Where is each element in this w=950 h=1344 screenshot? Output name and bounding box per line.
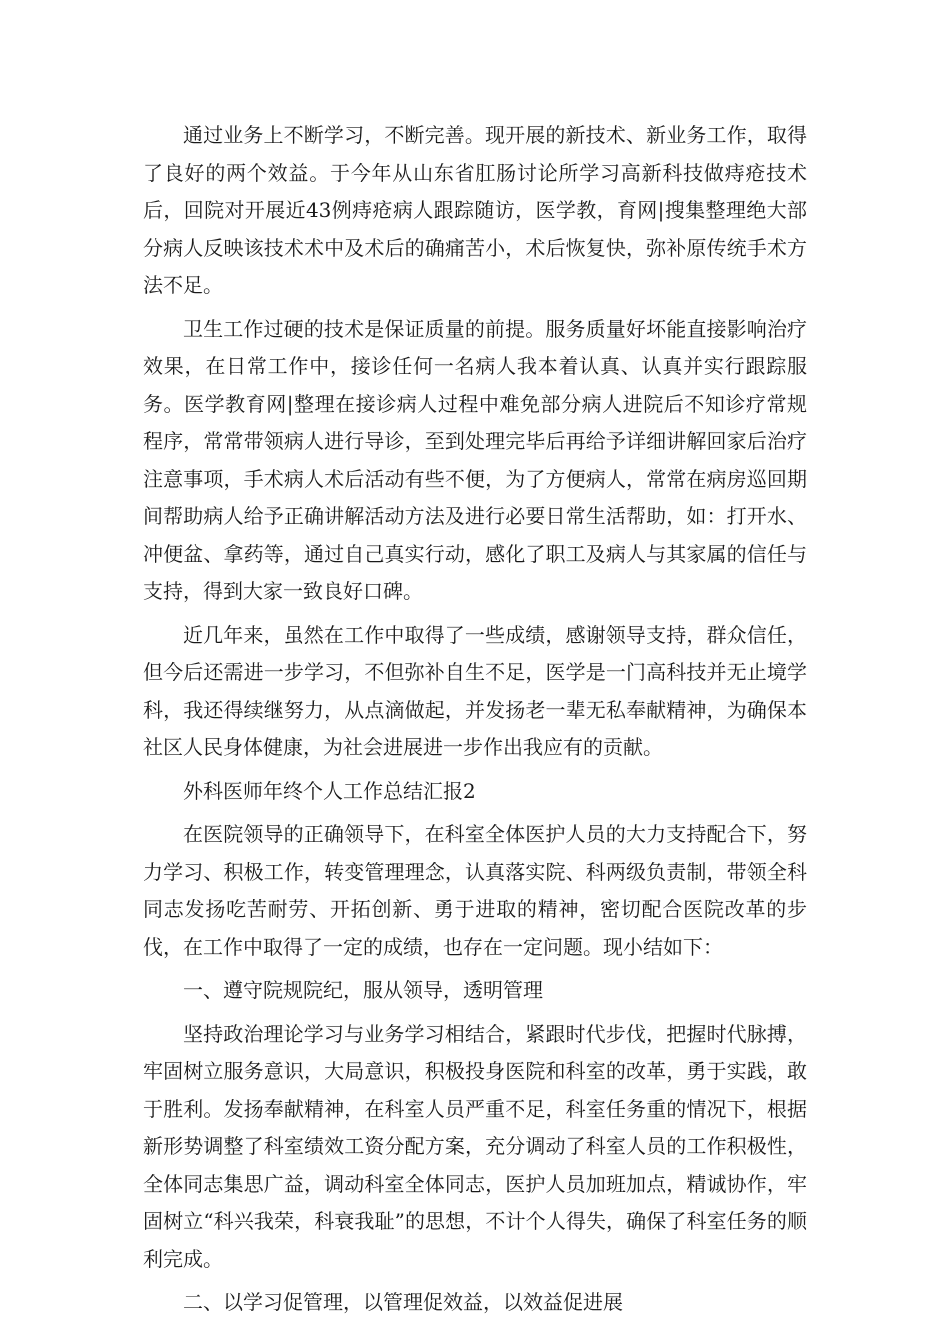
document-body xyxy=(143,117,807,1328)
paragraph-technique: 通过业务上不断学习，不断完善。现开展的新技术、新业务工作，取得了良好的两个效益。于今年从山东省肛肠讨论所学习高新科技做痔疮技术后，回院对开展近43例痔疮病人跟踪随访，医学教，育网|搜集整理绝大部分病人反映该技术术中及术后的确痛苦小，术后恢复快，弥补原传统手术方法不足。 xyxy=(143,123,807,297)
paragraph-service-quality: 卫生工作过硬的技术是保证质量的前提。服务质量好坏能直接影响治疗效果，在日常工作中，接诊任何一名病人我本着认真、认真并实行跟踪服务。医学教育网|整理在接诊病人过程中难免部分病人进院后不知诊疗常规程序，常常带领病人进行导诊，至到处理完毕后再给予详细讲解回家后治疗注意事项，手术病人术后活动有些不便，为了方便病人，常常在病房巡回期间帮助病人给予正确讲解活动方法及进行必要日常生活帮助，如：打开水、冲便盆、拿药等，通过自己真实行动，感化了职工及病人与其家属的信任与支持，得到大家一致良好口碑。 xyxy=(143,316,807,603)
heading-one: 一、遵守院规院纪，服从领导，透明管理 xyxy=(183,978,543,1002)
section-title: 外科医师年终个人工作总结汇报2 xyxy=(183,778,476,803)
heading-two: 二、以学习促管理，以管理促效益，以效益促进展 xyxy=(183,1290,623,1314)
paragraph-summary: 近几年来，虽然在工作中取得了一些成绩，感谢领导支持，群众信任，但今后还需进一步学习，不但弥补自生不足，医学是一门高科技并无止境学科，我还得续继努力，从点滴做起，并发扬老一辈无私奉献精神，为确保本社区人民身体健康，为社会进展进一步作出我应有的贡献。 xyxy=(143,622,807,759)
paragraph-intro: 在医院领导的正确领导下，在科室全体医护人员的大力支持配合下，努力学习、积极工作，转变管理理念，认真落实院、科两级负责制，带领全科同志发扬吃苦耐劳、开拓创新、勇于进取的精神，密切配合医院改革的步伐，在工作中取得了一定的成绩，也存在一定问题。现小结如下： xyxy=(143,822,807,959)
paragraph-discipline: 坚持政治理论学习与业务学习相结合，紧跟时代步伐，把握时代脉搏，牢固树立服务意识，大局意识，积极投身医院和科室的改革，勇于实践，敢于胜利。发扬奉献精神，在科室人员严重不足，科室任务重的情况下，根据新形势调整了科室绩效工资分配方案，充分调动了科室人员的工作积极性，全体同志集思广益，调动科室全体同志，医护人员加班加点，精诚协作，牢固树立“科兴我荣，科衰我耻”的思想，不计个人得失，确保了科室任务的顺利完成。 xyxy=(143,1021,807,1271)
